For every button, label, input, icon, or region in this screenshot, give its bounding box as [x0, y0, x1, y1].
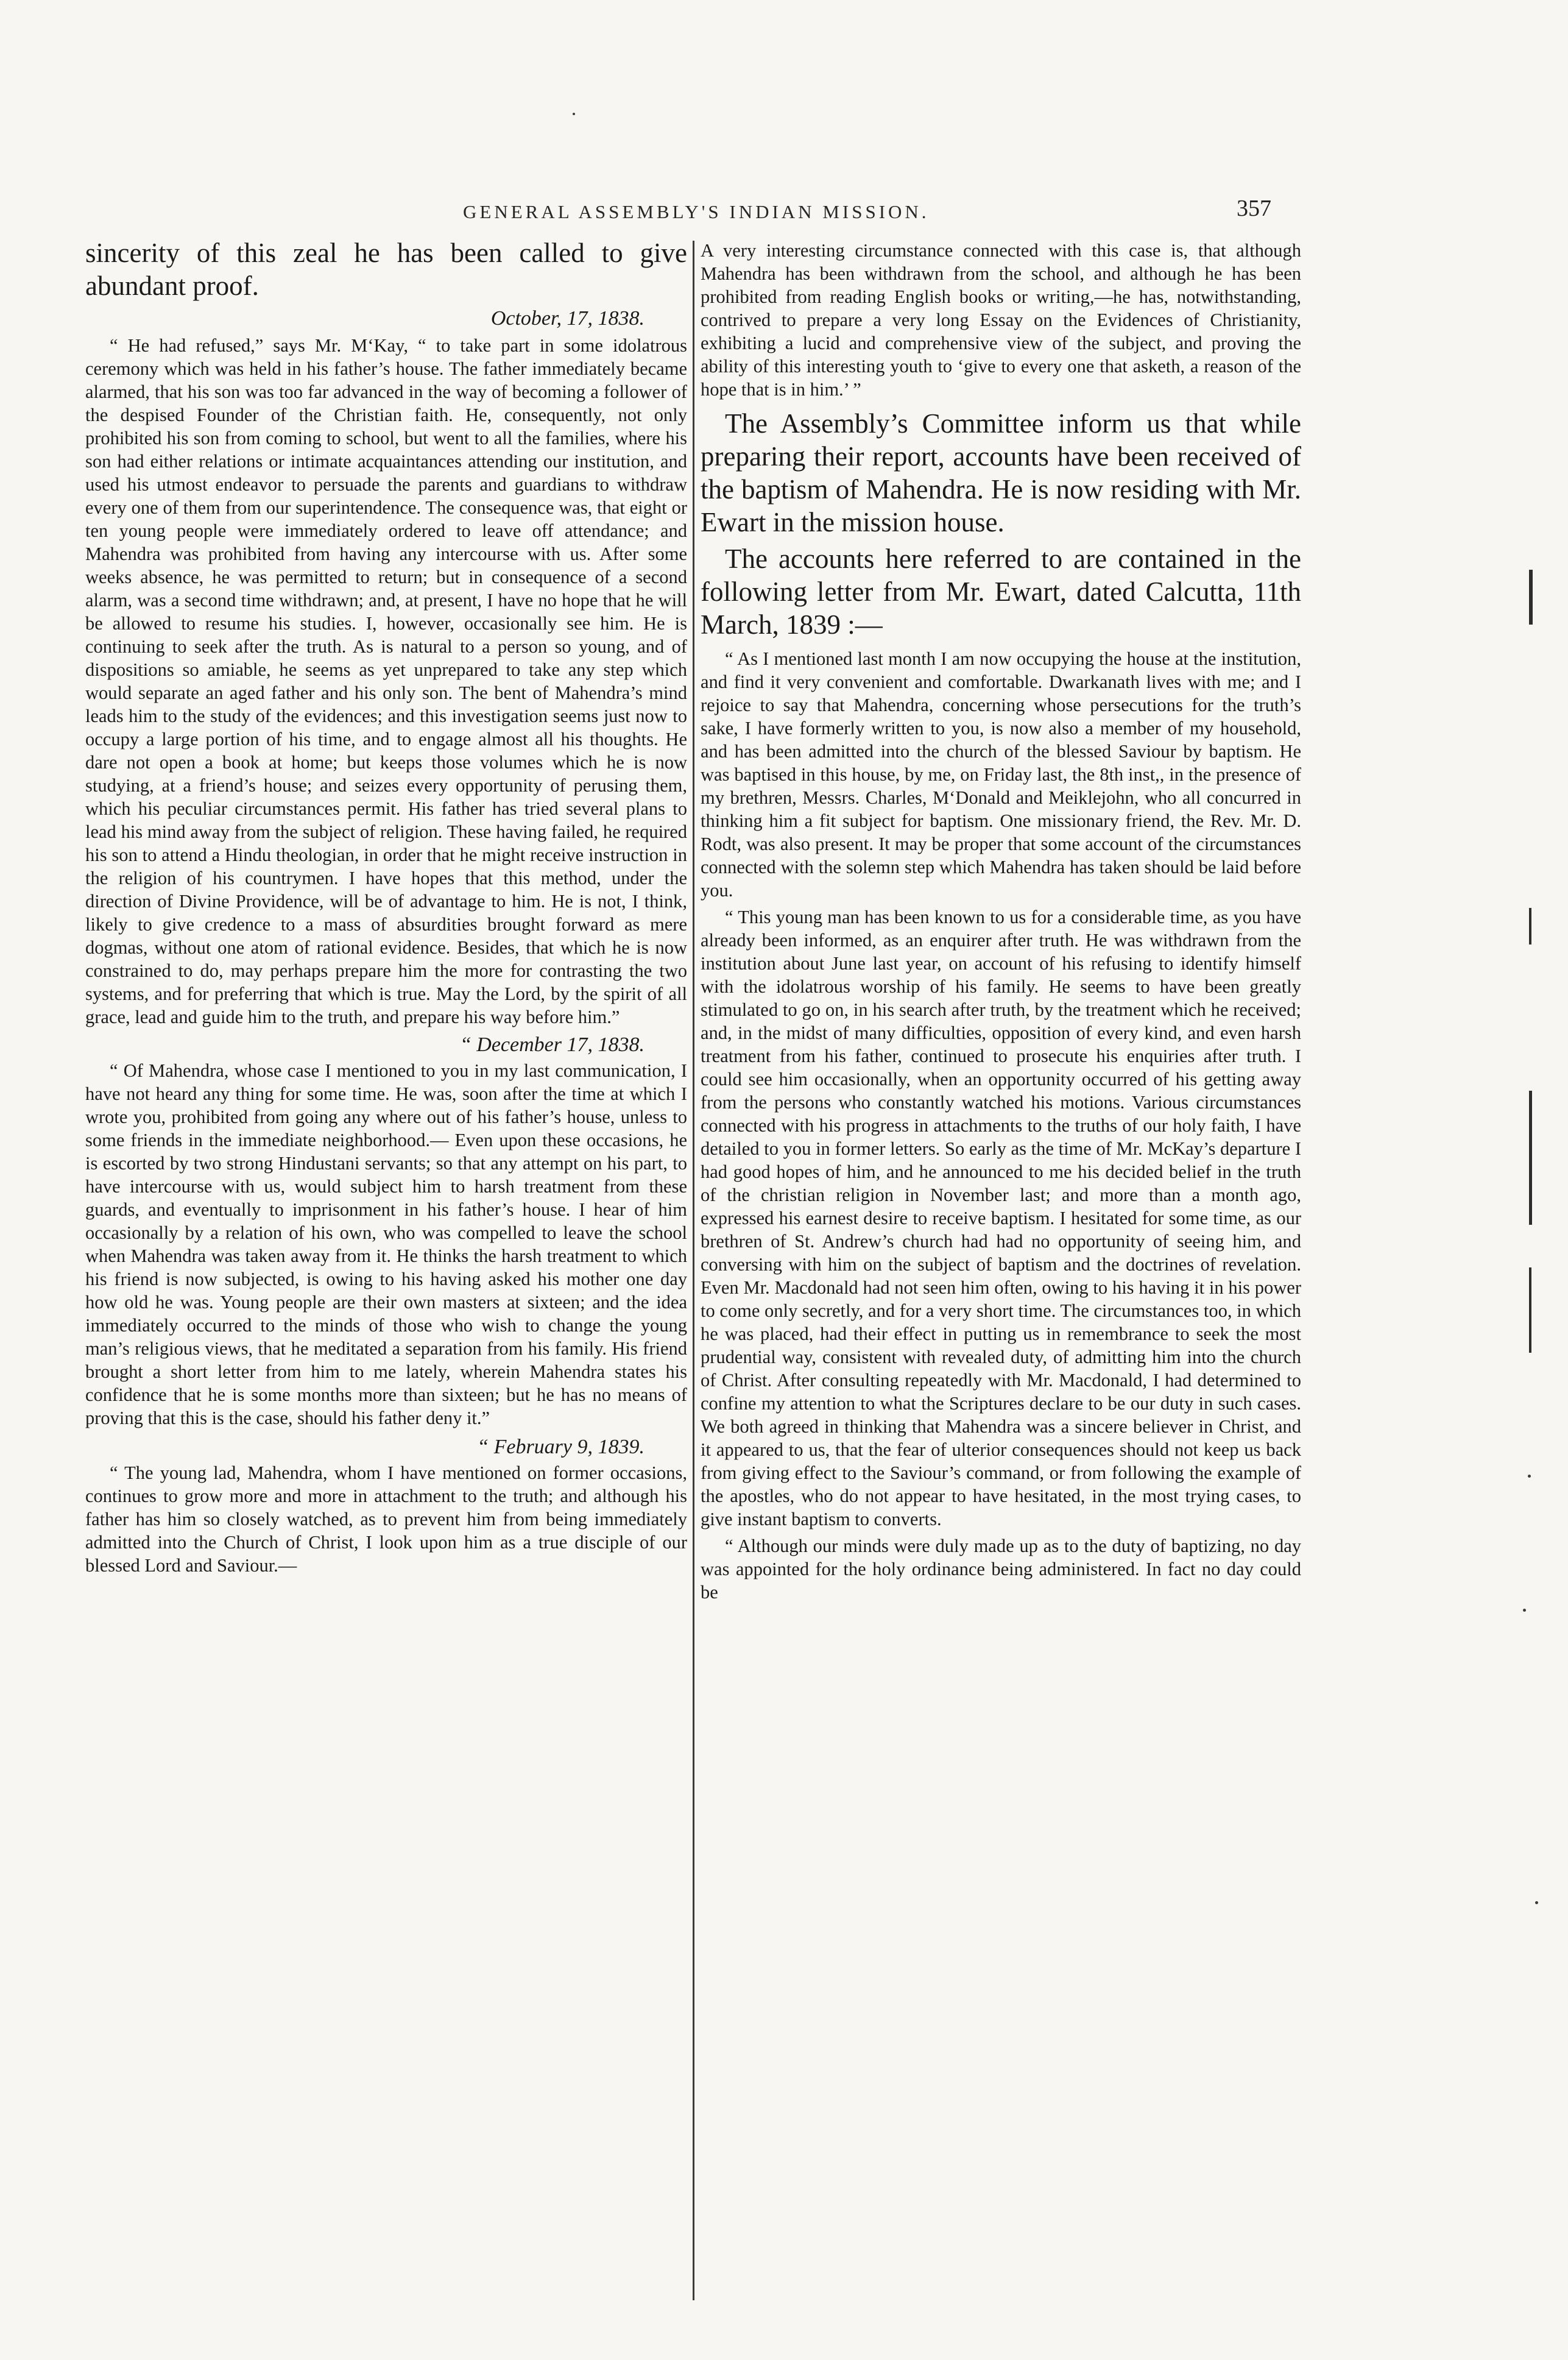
- letter-february: “ The young lad, Mahendra, whom I have mentioned on former occasions, continues to grow more and more in attachment to the truth; and although his father has him so closely watched, as to prevent him from being immediately admitted into the Church of Christ, I look upon him as a true disciple of our blessed Lord and Saviour.—: [85, 1462, 687, 1576]
- dateline-february: “ February 9, 1839.: [477, 1436, 645, 1458]
- margin-ink-mark: [1529, 570, 1533, 625]
- margin-ink-mark: [1529, 1091, 1532, 1225]
- margin-speck: [573, 113, 575, 115]
- essay-paragraph: A very interesting circumstance connected with this case is, that although Mahendra has been withdrawn from the school, and although he has been prohibited from reading English books or writing,—he has, notwithstanding, contrived to prepare a very long Essay on the Evidences of Christianity, exhibiting a lucid and comprehensive view of the subject, and proving the ability of this interesting youth to ‘give to every one that asketh, a reason of the hope that is in him.’ ”: [701, 240, 1301, 400]
- ewart-letter-p1: “ As I mentioned last month I am now occupying the house at the institution, and find it very convenient and comfortable. Dwarkanath lives with me; and I rejoice to say that Mahendra, concerning whose persecutions for the truth’s sake, I have formerly written to you, is now also a member of my household, and has been admitted into the church of the blessed Saviour by baptism. He was baptised in this house, by me, on Friday last, the 8th inst,, in the presence of my brethren, Messrs. Charles, M‘Donald and Meiklejohn, who all concurred in thinking him a fit subject for baptism. One missionary friend, the Rev. Mr. D. Rodt, was also present. It may be proper that some account of the circumstances connected with the solemn step which Mahendra has taken should be laid before you.: [701, 648, 1301, 901]
- left-column: [85, 232, 687, 2316]
- committee-paragraph: The Assembly’s Committee inform us that while preparing their report, accounts have been received of the baptism of Mahendra. He is now residing with Mr. Ewart in the mission house.: [701, 408, 1301, 537]
- margin-speck: [1535, 1901, 1538, 1904]
- letter-october: “ He had refused,” says Mr. M‘Kay, “ to take part in some idolatrous ceremony which was held in his father’s house. The father immediately became alarmed, that his son was too far advanced in the way of becoming a follower of the despised Founder of the Christian faith. He, consequently, not only prohibited his son from coming to school, but went to all the families, where his son had either relations or intimate acquaintances attending our institution, and used his utmost endeavor to persuade the parents and guardians to withdraw every one of them from our superintendence. The consequence was, that eight or ten young people were immediately ordered to leave off attendance; and Mahendra was prohibited from having any intercourse with us. After some weeks absence, he was permitted to return; but in consequence of a second alarm, was a second time withdrawn; and, at present, I have no hope that he will be allowed to resume his studies. I, however, occasionally see him. He is continuing to seek after the truth. As is natural to a person so young, and of dispositions so amiable, he seems as yet unprepared to take any step which would separate an aged father and his only son. The bent of Mahendra’s mind leads him to the study of the evidences; and this investigation seems just now to occupy a large portion of his time, and to engage almost all his thoughts. He dare not open a book at home; but keeps those volumes which he is now studying, at a friend’s house; and seizes every opportunity of perusing them, which his peculiar circumstances permit. His father has tried several plans to lead his mind away from the subject of religion. These having failed, he required his son to attend a Hindu theologian, in order that he might receive instruction in the religion of his countrymen. I have hopes that this method, under the direction of Divine Providence, will be of advantage to him. He is not, I think, likely to give credence to a mass of absurdities brought forward as mere dogmas, without one atom of rational evidence. Besides, that which he is now constrained to do, may perhaps prepare him the more for contrasting the two systems, and for preferring that which is true. May the Lord, by the spirit of all grace, lead and guide him to the truth, and prepare his way before him.”: [85, 335, 687, 1027]
- margin-ink-mark: [1529, 908, 1531, 944]
- letter-intro-paragraph: The accounts here referred to are contained in the following letter from Mr. Ewart, dated Calcutta, 11th March, 1839 :—: [701, 544, 1301, 640]
- column-divider: [693, 241, 694, 2300]
- opening-paragraph: sincerity of this zeal he has been called to give abundant proof.: [85, 238, 687, 301]
- dateline-december: “ December 17, 1838.: [459, 1033, 645, 1056]
- right-column: [701, 232, 1301, 2316]
- ewart-letter-p2: “ This young man has been known to us for a considerable time, as you have already been informed, as an enquirer after truth. He was withdrawn from the institution about June last year, on account of his refusing to identify himself with the idolatrous worship of his family. He seems to have been greatly stimulated to go on, in his search after truth, by the treatment which he received; and, in the midst of many difficulties, opposition of every kind, and even harsh treatment from his father, continued to prosecute his enquiries after truth. I could see him occasionally, when an opportunity occurred of his getting away from the persons who constantly watched his motions. Various circumstances connected with his progress in attachments to the truths of our holy faith, I have detailed to you in former letters. So early as the time of Mr. McKay’s departure I had good hopes of him, and he announced to me his decided belief in the truth of the christian religion in November last; and more than a month ago, expressed his earnest desire to receive baptism. I hesitated for some time, as our brethren of St. Andrew’s church had had no opportunity of seeing him, and conversing with him on the subject of baptism and the doctrines of revelation. Even Mr. Macdonald had not seen him often, owing to his having it in his power to come only secretly, and for a very short time. The circumstances too, in which he was placed, had their effect in putting us in remembrance to seek the most prudential way, consistent with revealed duty, of admitting him into the church of Christ. After consulting repeatedly with Mr. Macdonald, I had determined to confine my attention to what the Scriptures declare to be our duty in such cases. We both agreed in thinking that Mahendra was a sincere believer in Christ, and it appeared to us, that the fear of ulterior consequences should not keep us back from giving effect to the Saviour’s command, or from following the example of the apostles, who do not appear to have hesitated, in the most trying cases, to give instant baptism to converts.: [701, 907, 1301, 1529]
- running-header: GENERAL ASSEMBLY'S INDIAN MISSION.: [463, 201, 930, 222]
- margin-ink-mark: [1529, 1267, 1531, 1353]
- page-number: 357: [1237, 196, 1271, 221]
- dateline-october: October, 17, 1838.: [490, 307, 645, 330]
- ewart-letter-p3: “ Although our minds were duly made up as to the duty of baptizing, no day was appointed for the holy ordinance being administered. In fact no day could be: [701, 1536, 1301, 1603]
- letter-december: “ Of Mahendra, whose case I mentioned to you in my last communication, I have not heard any thing for some time. He was, soon after the time at which I wrote you, prohibited from going any where out of his father’s house, unless to some friends in the immediate neighborhood.— Even upon these occasions, he is escorted by two strong Hindustani servants; so that any attempt on his part, to have intercourse with us, would subject him to harsh treatment from these guards, and eventually to imprisonment in his father’s house. I hear of him occasionally by a relation of his own, who was compelled to leave the school when Mahendra was taken away from it. He thinks the harsh treatment to which his friend is now subjected, is owing to his having asked his mother one day how old he was. Young people are their own masters at sixteen; and the idea immediately occurred to the minds of those who wish to change the young man’s religious views, that he meditated a separation from his family. His friend brought a short letter from him to me lately, wherein Mahendra states his confidence that he is some months more than sixteen; but he has no means of proving that this is the case, should his father deny it.”: [85, 1060, 687, 1428]
- margin-speck: [1523, 1609, 1526, 1612]
- margin-speck: [1528, 1475, 1531, 1478]
